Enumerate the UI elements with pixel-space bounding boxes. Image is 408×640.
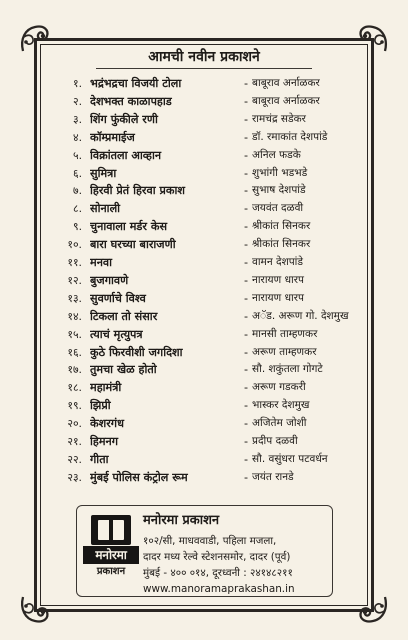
book-title: बुजगावणे [90, 273, 129, 287]
book-row-17 [54, 361, 354, 378]
book-author: सौ. शकुंतला गोगटे [252, 363, 323, 376]
book-title: विक्रांतला आव्हान [90, 148, 162, 162]
book-author: जयवंत दळवी [252, 202, 304, 215]
book-number: ३. [72, 112, 82, 126]
book-number: १२. [67, 273, 82, 287]
book-author: अनिल फडके [252, 148, 301, 161]
book-row-16 [54, 344, 354, 361]
book-number: २२. [67, 452, 82, 466]
book-number: २०. [67, 417, 82, 431]
separator-dash: - [243, 435, 249, 448]
book-number: ११. [67, 256, 82, 269]
book-number: ६. [72, 166, 82, 180]
publisher-name: मनोरमा प्रकाशन [143, 513, 220, 528]
book-row-11 [54, 254, 354, 271]
book-number: १०. [67, 238, 82, 252]
book-title: कुठे फिरवीशी जगदिशा [90, 345, 183, 359]
separator-dash: - [243, 381, 249, 395]
book-row-9 [54, 218, 354, 235]
book-author: नारायण धारप [252, 273, 305, 286]
book-row-15 [54, 326, 354, 343]
book-row-23 [54, 469, 354, 486]
separator-dash: - [243, 470, 249, 484]
separator-dash: - [243, 166, 249, 180]
book-title: महामंत्री [90, 381, 122, 395]
book-number: २१. [67, 435, 82, 448]
book-title: चुनावाला मर्डर केस [90, 220, 168, 234]
book-title: देशभक्त काळापहाड [90, 94, 172, 108]
book-number: ७. [72, 184, 82, 198]
book-row-19 [54, 397, 354, 414]
book-author: सौ. वसुंधरा पटवर्धन [252, 452, 328, 465]
book-number: ४. [72, 130, 82, 144]
publisher-contact-line: मुंबई - ४०० ०१४, दूरध्वनी : २४१४८२११ [143, 567, 293, 579]
separator-dash: - [243, 273, 249, 287]
publisher-address-line-1: १०२/सी, माधववाडी, पहिला मजला, [143, 535, 277, 547]
separator-dash: - [243, 327, 249, 341]
book-row-18 [54, 379, 354, 396]
book-author: जयंत रानडे [252, 470, 294, 483]
book-author: डॉ. रमाकांत देशपांडे [252, 130, 328, 143]
publisher-logo [83, 515, 139, 581]
book-row-12 [54, 272, 354, 289]
book-title: बारा घरच्या बाराजणी [90, 238, 176, 252]
book-row-1 [54, 75, 354, 92]
book-author: भास्कर देशमुख [252, 399, 310, 412]
publisher-website: www.manoramaprakashan.in [143, 583, 295, 595]
book-number: २. [72, 94, 82, 108]
separator-dash: - [243, 148, 249, 162]
open-book-icon [91, 515, 131, 545]
separator-dash: - [243, 112, 249, 126]
separator-dash: - [243, 399, 249, 413]
separator-dash: - [243, 417, 249, 431]
book-title: सोनाली [90, 202, 121, 216]
book-title: गीता [90, 452, 109, 466]
book-author: वामन देशपांडे [252, 256, 304, 268]
book-author: बाबूराव अर्नाळकर [252, 94, 320, 107]
book-title: हिरवी प्रेतं हिरवा प्रकाश [90, 184, 185, 198]
book-author: शुभांगी भडभडे [252, 166, 308, 179]
separator-dash: - [243, 345, 249, 359]
book-row-8 [54, 200, 354, 217]
book-number: १९. [67, 399, 82, 413]
corner-ornament-bottom-right [356, 592, 390, 626]
book-number: ८. [72, 202, 82, 216]
book-number: १४. [67, 309, 82, 323]
book-row-22 [54, 451, 354, 468]
book-author: अॅड. अरूण गो. देशमुख [252, 309, 349, 322]
corner-ornament-bottom-left [18, 592, 52, 626]
book-author: अजितेम जोशी [252, 417, 307, 430]
book-author: रामचंद्र सडेकर [252, 112, 306, 125]
corner-ornament-top-left [18, 22, 52, 56]
book-number: १५. [67, 327, 82, 341]
book-author: मानसी ताम्हणकर [252, 327, 318, 340]
book-number: ५. [72, 148, 82, 162]
separator-dash: - [243, 238, 249, 252]
book-row-21 [54, 433, 354, 450]
book-title: टिकला तो संसार [90, 309, 158, 323]
separator-dash: - [243, 184, 249, 198]
book-title: केशरगंध [90, 417, 124, 431]
book-author: श्रीकांत सिनकर [252, 238, 311, 251]
book-author: अरूण ताम्हणकर [252, 345, 317, 358]
book-number: १७. [67, 363, 82, 377]
book-title: झिप्री [90, 399, 111, 413]
book-author: नारायण धारप [252, 291, 305, 304]
book-author: बाबूराव अर्नाळकर [252, 77, 320, 89]
book-title: हिमनग [90, 435, 119, 448]
separator-dash: - [243, 220, 249, 234]
separator-dash: - [243, 309, 249, 323]
book-number: ९. [72, 220, 82, 234]
book-title: शिंग फुंकीले रणी [90, 112, 158, 126]
publisher-info-box [76, 505, 333, 597]
book-row-13 [54, 290, 354, 307]
separator-dash: - [243, 130, 249, 144]
book-author: अरूण गडकरी [252, 381, 306, 394]
book-row-2 [54, 93, 354, 110]
book-row-4 [54, 129, 354, 146]
book-number: १६. [67, 345, 82, 359]
book-number: १३. [67, 291, 82, 305]
separator-dash: - [243, 94, 249, 108]
book-number: १. [72, 77, 82, 90]
book-title: भद्रंभद्रचा विजयी टोला [90, 77, 182, 90]
book-row-10 [54, 236, 354, 253]
book-row-7 [54, 182, 354, 199]
title-underline [96, 48, 312, 69]
book-title: त्याचं मृत्युपत्र [90, 327, 143, 341]
separator-dash: - [243, 77, 249, 90]
book-row-14 [54, 308, 354, 325]
book-title: मनवा [90, 256, 113, 269]
book-row-20 [54, 415, 354, 432]
book-author: प्रदीप दळवी [252, 435, 298, 447]
book-author: श्रीकांत सिनकर [252, 220, 311, 233]
separator-dash: - [243, 363, 249, 377]
separator-dash: - [243, 256, 249, 269]
book-row-3 [54, 111, 354, 128]
separator-dash: - [243, 452, 249, 466]
logo-subtitle: प्रकाशन [96, 566, 126, 577]
book-author: सुभाष देशपांडे [252, 184, 306, 197]
book-title: सुवर्णाचे विश्व [90, 291, 146, 305]
book-title: कॉम्प्रमाईज [90, 130, 135, 144]
page-title: आमची नवीन प्रकाशने [148, 49, 260, 65]
logo-wordmark: मनोरमा [83, 546, 139, 564]
book-row-6 [54, 165, 354, 182]
book-number: २३. [67, 470, 82, 484]
publisher-address-line-2: दादर मध्य रेल्वे स्टेशनसमोर, दादर (पूर्व) [143, 551, 291, 563]
corner-ornament-top-right [356, 22, 390, 56]
new-publications-list [54, 75, 354, 487]
book-number: १८. [67, 381, 82, 395]
book-title: तुमचा खेळ होतो [90, 363, 157, 377]
book-row-5 [54, 147, 354, 164]
book-title: सुमित्रा [90, 166, 117, 180]
separator-dash: - [243, 291, 249, 305]
book-title: मुंबई पोलिस कंट्रोल रूम [90, 470, 188, 484]
separator-dash: - [243, 202, 249, 216]
